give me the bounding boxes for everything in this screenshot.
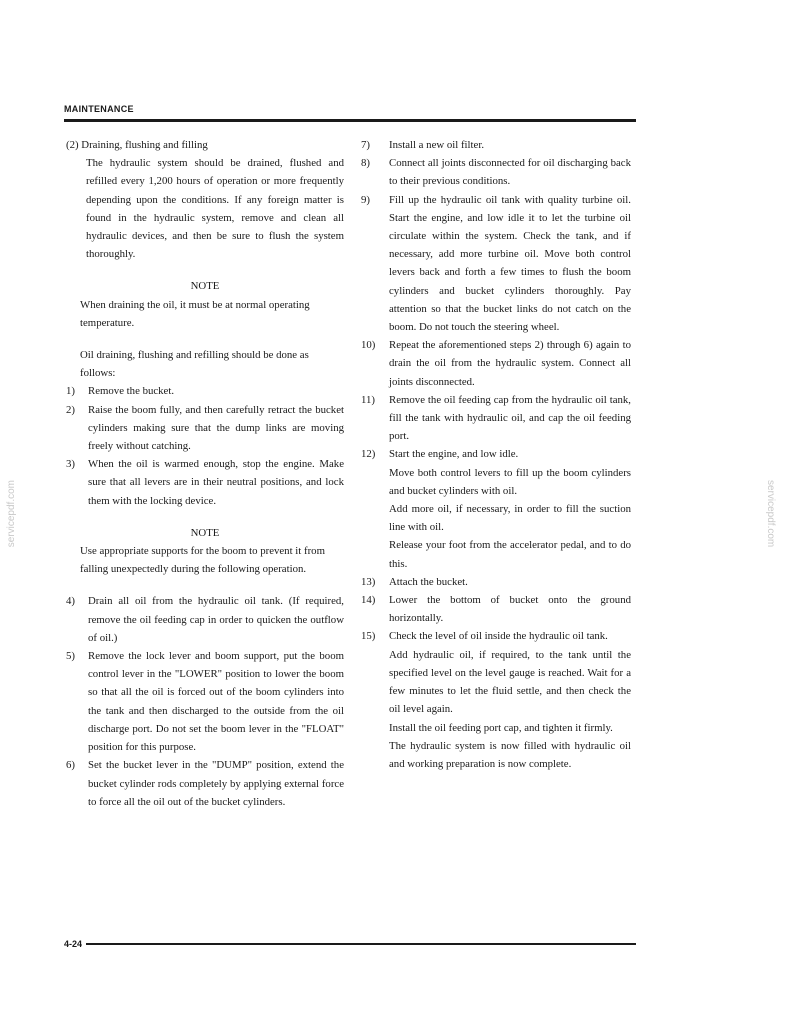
note-body: Use appropriate supports for the boom to prevent it from falling unexpectedly during the following operation. [80,545,325,576]
left-column [66,136,344,811]
step-text: When the oil is warmed enough, stop the engine. Make sure that all levers are in their neutral positions, and lock them with the locking device. [88,458,344,507]
list-item [361,445,631,463]
watermark-right: servicepdf.com [765,480,776,548]
subsection-heading: (2) Draining, flushing and filling [66,139,208,151]
list-item [361,154,631,190]
step-text: Fill up the hydraulic oil tank with quality turbine oil. Start the engine, and low idle it to let the turbine oil circulate within the system. Check the tank, and if necessary, add more turbine oil. Move both control levers back and forth a few times to flush the boom cylinders and bucket cylinders thoroughly. Pay attention so that the bucket links do not catch on the boom. Do not touch the steering wheel. [389,193,631,334]
step-number: 1) [66,385,75,398]
step-text: Remove the lock lever and boom support, put the boom control lever in the "LOWER" position to lower the boom so that all the oil is forced out of the boom cylinders into the tank and then discharged to the outside from the oil discharge port. Do not set the boom lever in the "FLOAT" position for this purpose. [88,650,344,754]
note-title: NOTE [190,280,220,293]
step-number: 7) [361,139,370,151]
note-title: NOTE [190,526,220,539]
step-detail: Release your foot from the accelerator pedal, and to do this. [389,539,631,570]
page-footer [64,939,636,949]
step-number: 13) [361,575,376,588]
list-item [66,647,344,756]
step-text: Set the bucket lever in the "DUMP" position, extend the bucket cylinder rods completely by applying external force to force all the oil out of the bucket cylinders. [88,759,344,808]
step-text: Lower the bottom of bucket onto the ground horizontally. [389,594,631,625]
footer-rule [86,943,636,945]
step-number: 8) [361,157,370,170]
step-number: 6) [66,759,75,772]
list-item [361,627,631,645]
step-text: Check the level of oil inside the hydraulic oil tank. [389,630,608,643]
step-number: 15) [361,630,376,643]
step-number: 11) [361,393,375,406]
right-column [361,136,631,773]
list-item [361,336,631,391]
step-number: 2) [66,403,75,416]
step-detail: The hydraulic system is now filled with hydraulic oil and working preparation is now complete. [389,739,631,770]
steps-intro: Oil draining, flushing and refilling should be done as follows: [80,349,309,380]
step-text: Remove the oil feeding cap from the hydraulic oil tank, fill the tank with hydraulic oil, and cap the oil feeding port. [389,393,631,443]
page-number: 4-24 [64,939,83,949]
list-item [361,191,631,337]
list-item [66,401,344,456]
step-detail: Add hydraulic oil, if required, to the tank until the specified level on the level gauge is reached. Wait for a few minutes to let the fluid settle, and then check the oil level again. [389,648,631,716]
list-item [66,756,344,811]
step-text: Install a new oil filter. [389,139,485,151]
step-detail: Add more oil, if necessary, in order to fill the suction line with oil. [389,503,631,534]
step-number: 5) [66,650,75,663]
step-number: 4) [66,595,75,608]
section-title: MAINTENANCE [64,104,134,114]
list-item [66,592,344,647]
step-number: 3) [66,458,75,471]
step-detail: Install the oil feeding port cap, and tighten it firmly. [389,721,613,734]
step-text: Connect all joints disconnected for oil discharging back to their previous conditions. [389,157,631,188]
watermark-left: servicepdf.com [6,480,17,548]
step-text: Drain all oil from the hydraulic oil tank. (If required, remove the oil feeding cap in order to quicken the outflow of oil.) [88,595,344,644]
step-text: Repeat the aforementioned steps 2) through 6) again to drain the oil from the hydraulic system. Connect all joints disconnected. [389,339,631,388]
list-item [66,382,344,400]
step-number: 9) [361,193,370,206]
step-detail: Move both control levers to fill up the boom cylinders and bucket cylinders with oil. [389,466,631,497]
step-text: Raise the boom fully, and then carefully retract the bucket cylinders making sure that the dump links are moving freely without catching. [88,403,344,453]
step-number: 14) [361,594,376,607]
step-text: Start the engine, and low idle. [389,448,519,461]
step-number: 10) [361,339,376,352]
step-text: Attach the bucket. [389,575,468,588]
step-text: Remove the bucket. [88,385,175,398]
note-body: When draining the oil, it must be at normal operating temperature. [80,298,310,329]
list-item [361,391,631,446]
list-item [66,455,344,510]
list-item [361,136,631,154]
list-item [361,573,631,591]
page-header [64,99,636,122]
step-number: 12) [361,448,376,461]
intro-paragraph: The hydraulic system should be drained, flushed and refilled every 1,200 hours of operation or more frequently depending upon the conditions. If any foreign matter is found in the hydraulic system, remove and clean all hydraulic devices, and then be sure to flush the system thoroughly. [86,157,344,261]
list-item [361,591,631,627]
